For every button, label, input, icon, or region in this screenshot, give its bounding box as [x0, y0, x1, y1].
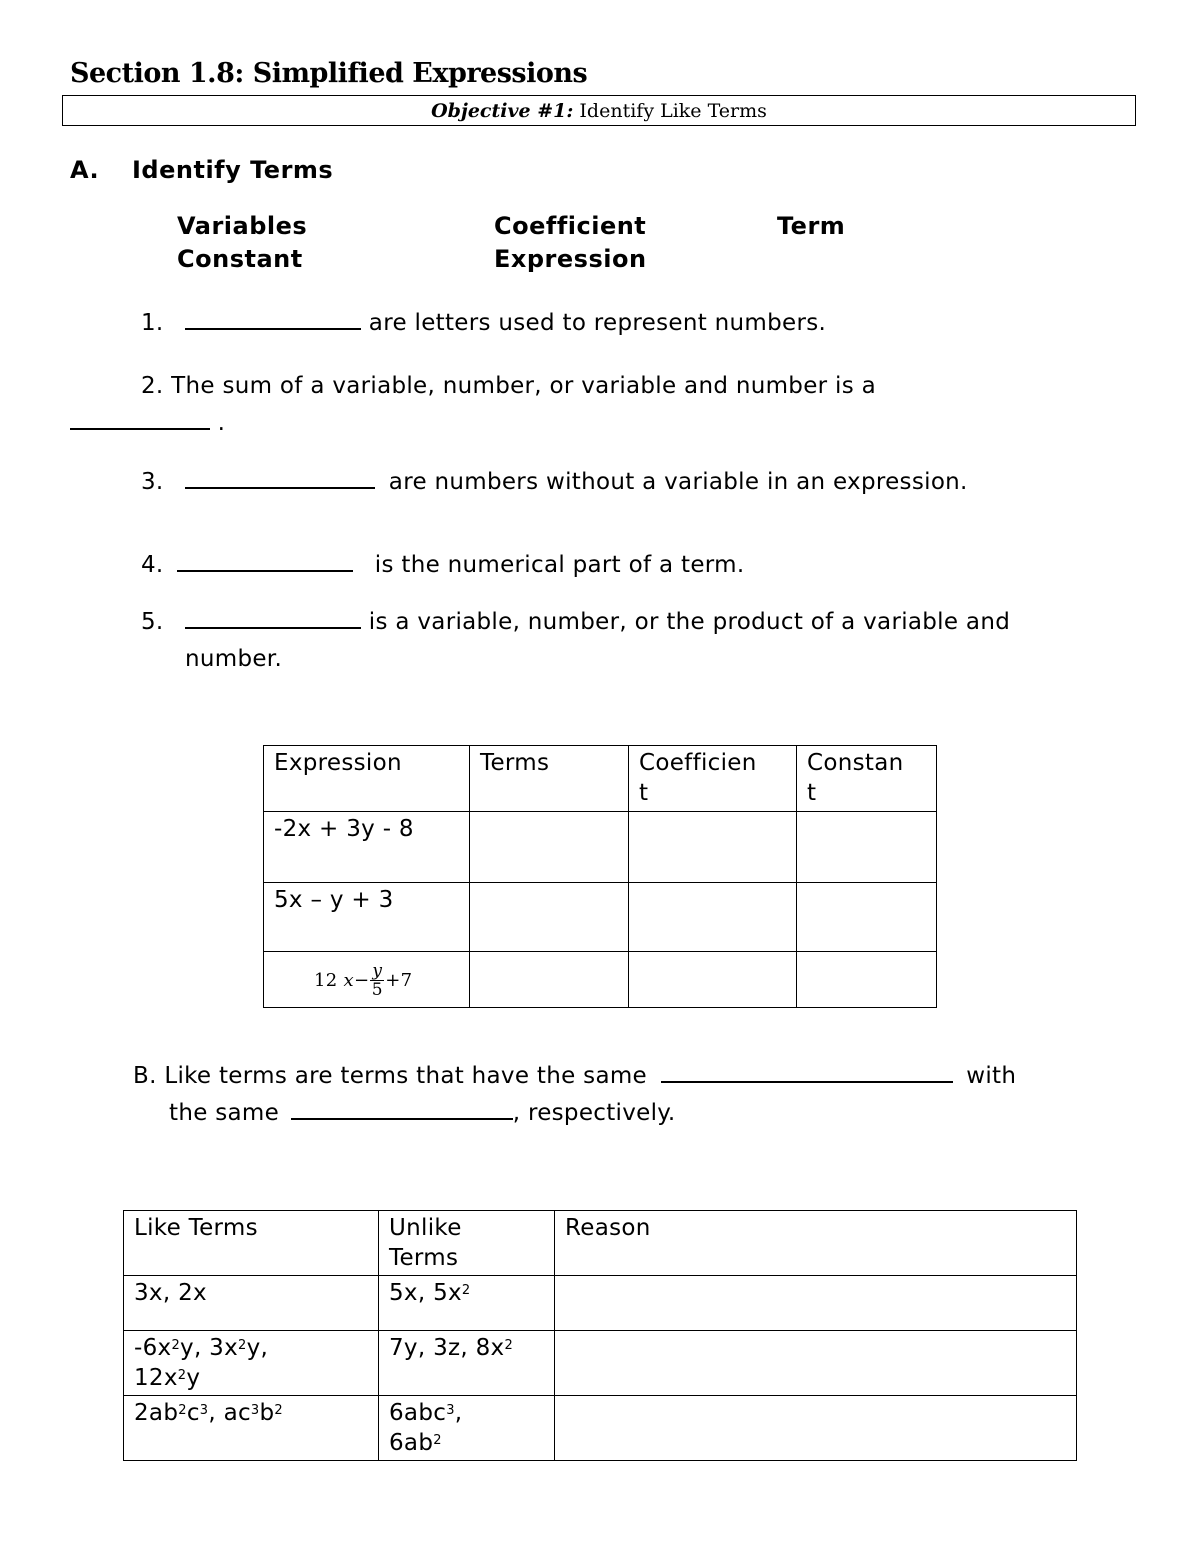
constant-answer-cell[interactable]	[797, 883, 937, 952]
header-like-terms: Like Terms	[124, 1211, 379, 1276]
answer-blank[interactable]	[185, 469, 375, 489]
expression-cell	[264, 952, 470, 1008]
section-b-text: Like terms are terms that have the same	[164, 1063, 647, 1089]
word-bank-term: Term	[777, 212, 846, 240]
question-end: .	[217, 410, 226, 436]
identify-terms-table	[263, 745, 937, 1008]
table-row	[264, 952, 937, 1008]
like-terms-cell: $-6x^2y$, $3x^2y$, $12x^2y$	[124, 1331, 379, 1396]
question-number: 4.	[141, 552, 164, 578]
question-2	[141, 373, 876, 399]
question-text: are numbers without a variable in an expression.	[388, 469, 968, 495]
unlike-terms-cell: 5x, $5x^2$	[379, 1276, 555, 1331]
section-b-line-2	[169, 1100, 676, 1126]
table-header-row	[264, 746, 937, 812]
table-row	[264, 883, 937, 952]
word-bank-constant: Constant	[177, 245, 303, 273]
header-reason: Reason	[555, 1211, 1077, 1276]
word-bank-coefficient: Coefficient	[494, 212, 647, 240]
word-bank-variables: Variables	[177, 212, 308, 240]
header-expression: Expression	[264, 746, 470, 812]
objective-text: Identify Like Terms	[579, 100, 767, 122]
unlike-terms-cell: 6abc$^3$, $6ab^2$	[379, 1396, 555, 1461]
answer-blank[interactable]	[185, 609, 361, 629]
expression-cell: -2x + 3y - 8	[264, 812, 470, 883]
section-b-text: the same	[169, 1100, 280, 1126]
question-number: 3.	[141, 469, 164, 495]
expression-cell: 5x – y + 3	[264, 883, 470, 952]
question-number: 2.	[141, 373, 164, 399]
reason-answer-cell[interactable]	[555, 1276, 1077, 1331]
terms-answer-cell[interactable]	[470, 952, 629, 1008]
page-title: Section 1.8: Simplified Expressions	[70, 58, 588, 89]
like-terms-cell: $2ab^2c^3$, $ac^3b^2$	[124, 1396, 379, 1461]
coefficient-answer-cell[interactable]	[629, 883, 797, 952]
answer-blank[interactable]	[70, 410, 210, 430]
reason-answer-cell[interactable]	[555, 1396, 1077, 1461]
section-a-heading	[70, 156, 334, 184]
constant-answer-cell[interactable]	[797, 952, 937, 1008]
question-4	[141, 552, 744, 578]
question-text: is a variable, number, or the product of a variable and	[368, 609, 1011, 635]
question-1	[141, 310, 826, 336]
reason-answer-cell[interactable]	[555, 1331, 1077, 1396]
question-3	[141, 469, 968, 495]
section-a-letter: A.	[70, 156, 100, 184]
constant-answer-cell[interactable]	[797, 812, 937, 883]
unlike-terms-cell: 7y, 3z, $8x^2$	[379, 1331, 555, 1396]
fraction: $\frac{y}{5}$	[371, 961, 383, 1000]
word-bank-expression: Expression	[494, 245, 647, 273]
objective-box	[62, 95, 1136, 126]
terms-answer-cell[interactable]	[470, 812, 629, 883]
header-constant: Constan t	[797, 746, 937, 812]
section-b-letter: B.	[133, 1063, 157, 1089]
objective-label: Objective #1:	[431, 100, 574, 122]
table-row	[264, 812, 937, 883]
like-terms-cell: 3x, 2x	[124, 1276, 379, 1331]
terms-answer-cell[interactable]	[470, 883, 629, 952]
table-row	[124, 1276, 1077, 1331]
question-text: are letters used to represent numbers.	[368, 310, 827, 336]
coefficient-answer-cell[interactable]	[629, 952, 797, 1008]
answer-blank[interactable]	[661, 1063, 953, 1083]
question-text: is the numerical part of a term.	[374, 552, 745, 578]
header-terms: Terms	[470, 746, 629, 812]
table-row	[124, 1396, 1077, 1461]
header-unlike-terms: Unlike Terms	[379, 1211, 555, 1276]
question-text: The sum of a variable, number, or variable and number is a	[171, 373, 876, 399]
math-expression: 12 x− $\frac{y}{5}$ +7	[314, 961, 413, 1000]
table-row	[124, 1331, 1077, 1396]
like-terms-table	[123, 1210, 1077, 1461]
answer-blank[interactable]	[291, 1100, 513, 1120]
question-number: 5.	[141, 609, 164, 635]
question-5	[141, 609, 1010, 635]
header-coefficient: Coefficien t	[629, 746, 797, 812]
section-b-text: with	[966, 1063, 1017, 1089]
question-2-continuation	[70, 410, 225, 436]
answer-blank[interactable]	[177, 552, 353, 572]
question-5-continuation: number.	[185, 646, 283, 672]
coefficient-answer-cell[interactable]	[629, 812, 797, 883]
section-a-title: Identify Terms	[132, 156, 334, 184]
answer-blank[interactable]	[185, 310, 361, 330]
question-number: 1.	[141, 310, 164, 336]
table-header-row	[124, 1211, 1077, 1276]
section-b-text: , respectively.	[512, 1100, 676, 1126]
section-b-line-1	[133, 1063, 1016, 1089]
